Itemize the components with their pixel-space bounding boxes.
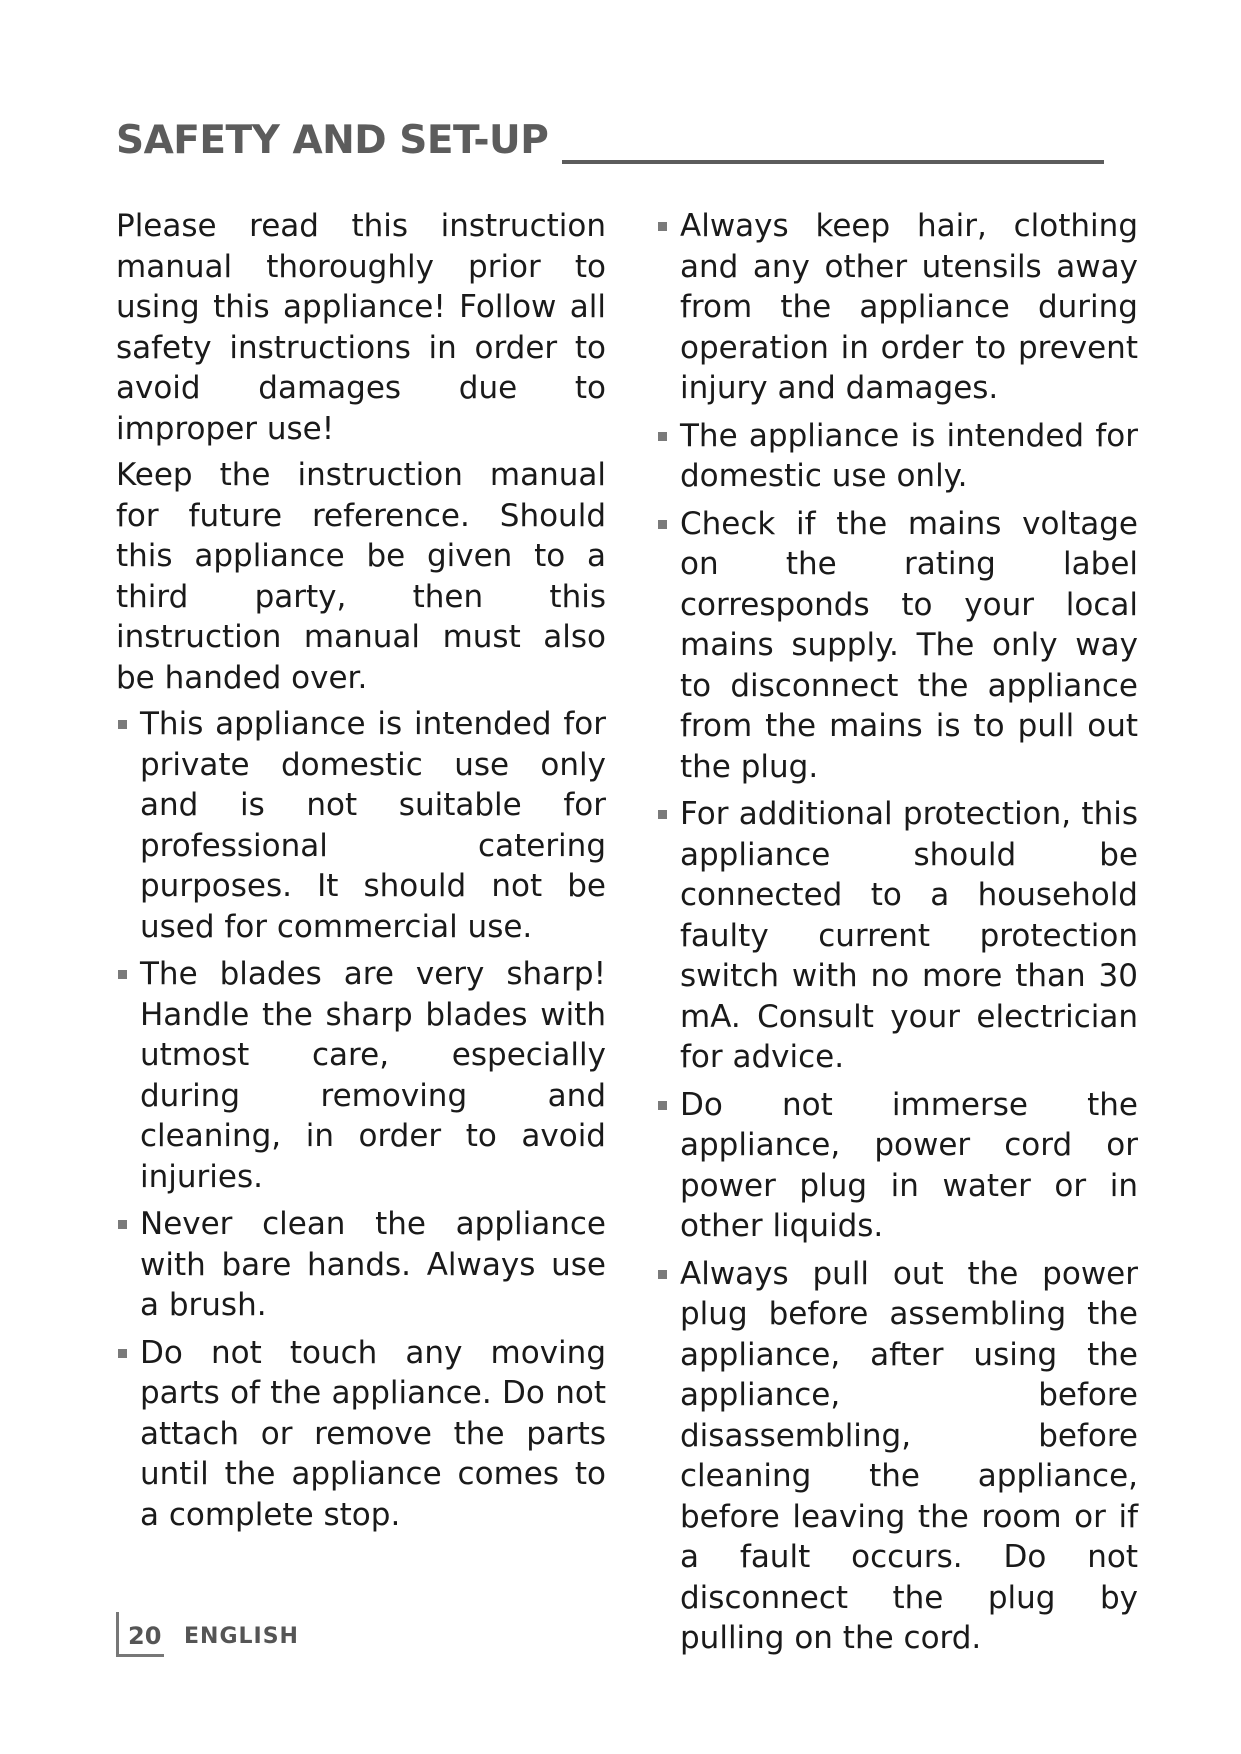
page-footer — [116, 1612, 416, 1656]
list-item — [116, 1333, 606, 1536]
list-item — [116, 1204, 606, 1326]
list-item-text: Check if the mains voltage on the rating label corresponds to your local mains supply. The only way to disconnect the appliance from the mains is to pull out the plug. — [680, 505, 1138, 785]
list-item-text: Do not immerse the appliance, power cord or power plug in water or in other liquids. — [680, 1086, 1138, 1244]
list-item — [656, 1085, 1138, 1247]
footer-bracket-base — [116, 1654, 164, 1657]
square-bullet-icon — [658, 1101, 667, 1110]
list-item-text: The appliance is intended for domestic use only. — [680, 417, 1138, 494]
list-item — [656, 206, 1138, 409]
square-bullet-icon — [658, 810, 667, 819]
list-item-text: Always pull out the power plug before assembling the appliance, after using the appliance, before disassembling, before cleaning the appliance, before leaving the room or if a fault occurs. Do not disconnect the plug by pulling on the cord. — [680, 1255, 1138, 1656]
square-bullet-icon — [658, 1270, 667, 1279]
header-rule — [562, 160, 1104, 164]
left-column — [116, 206, 606, 1542]
square-bullet-icon — [658, 432, 667, 441]
footer-bracket — [116, 1612, 119, 1656]
list-item — [116, 704, 606, 947]
list-item — [656, 794, 1138, 1078]
square-bullet-icon — [118, 970, 127, 979]
square-bullet-icon — [118, 720, 127, 729]
list-item-text: Always keep hair, clothing and any other utensils away from the appliance during operation in order to prevent injury and damages. — [680, 208, 1138, 406]
list-item-text: Do not touch any moving parts of the appliance. Do not attach or remove the parts until the appliance comes to a complete stop. — [140, 1334, 606, 1533]
list-item — [116, 954, 606, 1197]
square-bullet-icon — [118, 1349, 127, 1358]
list-item-text: For additional protection, this appliance should be connected to a household faulty current protection switch with no more than 30 mA. Consult your electrician for advice. — [680, 796, 1138, 1075]
list-item — [656, 1254, 1138, 1659]
section-header — [116, 112, 1106, 172]
right-column — [656, 206, 1138, 1666]
list-item-text: This appliance is intended for private domestic use only and is not suitable for professional catering purposes. It should not be used for commercial use. — [140, 706, 606, 945]
footer-language: ENGLISH — [184, 1624, 299, 1649]
list-item-text: The blades are very sharp! Handle the sharp blades with utmost care, especially during removing and cleaning, in order to avoid injuries. — [140, 956, 606, 1195]
square-bullet-icon — [658, 520, 667, 529]
intro-paragraph: Keep the instruction manual for future reference. Should this appliance be given to a third party, then this instruction manual must also be handed over. — [116, 457, 606, 696]
page-title: SAFETY AND SET-UP — [116, 118, 549, 163]
square-bullet-icon — [118, 1220, 127, 1229]
page-number: 20 — [128, 1622, 162, 1650]
list-item — [656, 504, 1138, 788]
intro-paragraph: Please read this instruction manual thoroughly prior to using this appliance! Follow all safety instructions in order to avoid damages due to improper use! — [116, 208, 606, 447]
list-item — [656, 416, 1138, 497]
list-item-text: Never clean the appliance with bare hands. Always use a brush. — [140, 1206, 606, 1323]
square-bullet-icon — [658, 222, 667, 231]
